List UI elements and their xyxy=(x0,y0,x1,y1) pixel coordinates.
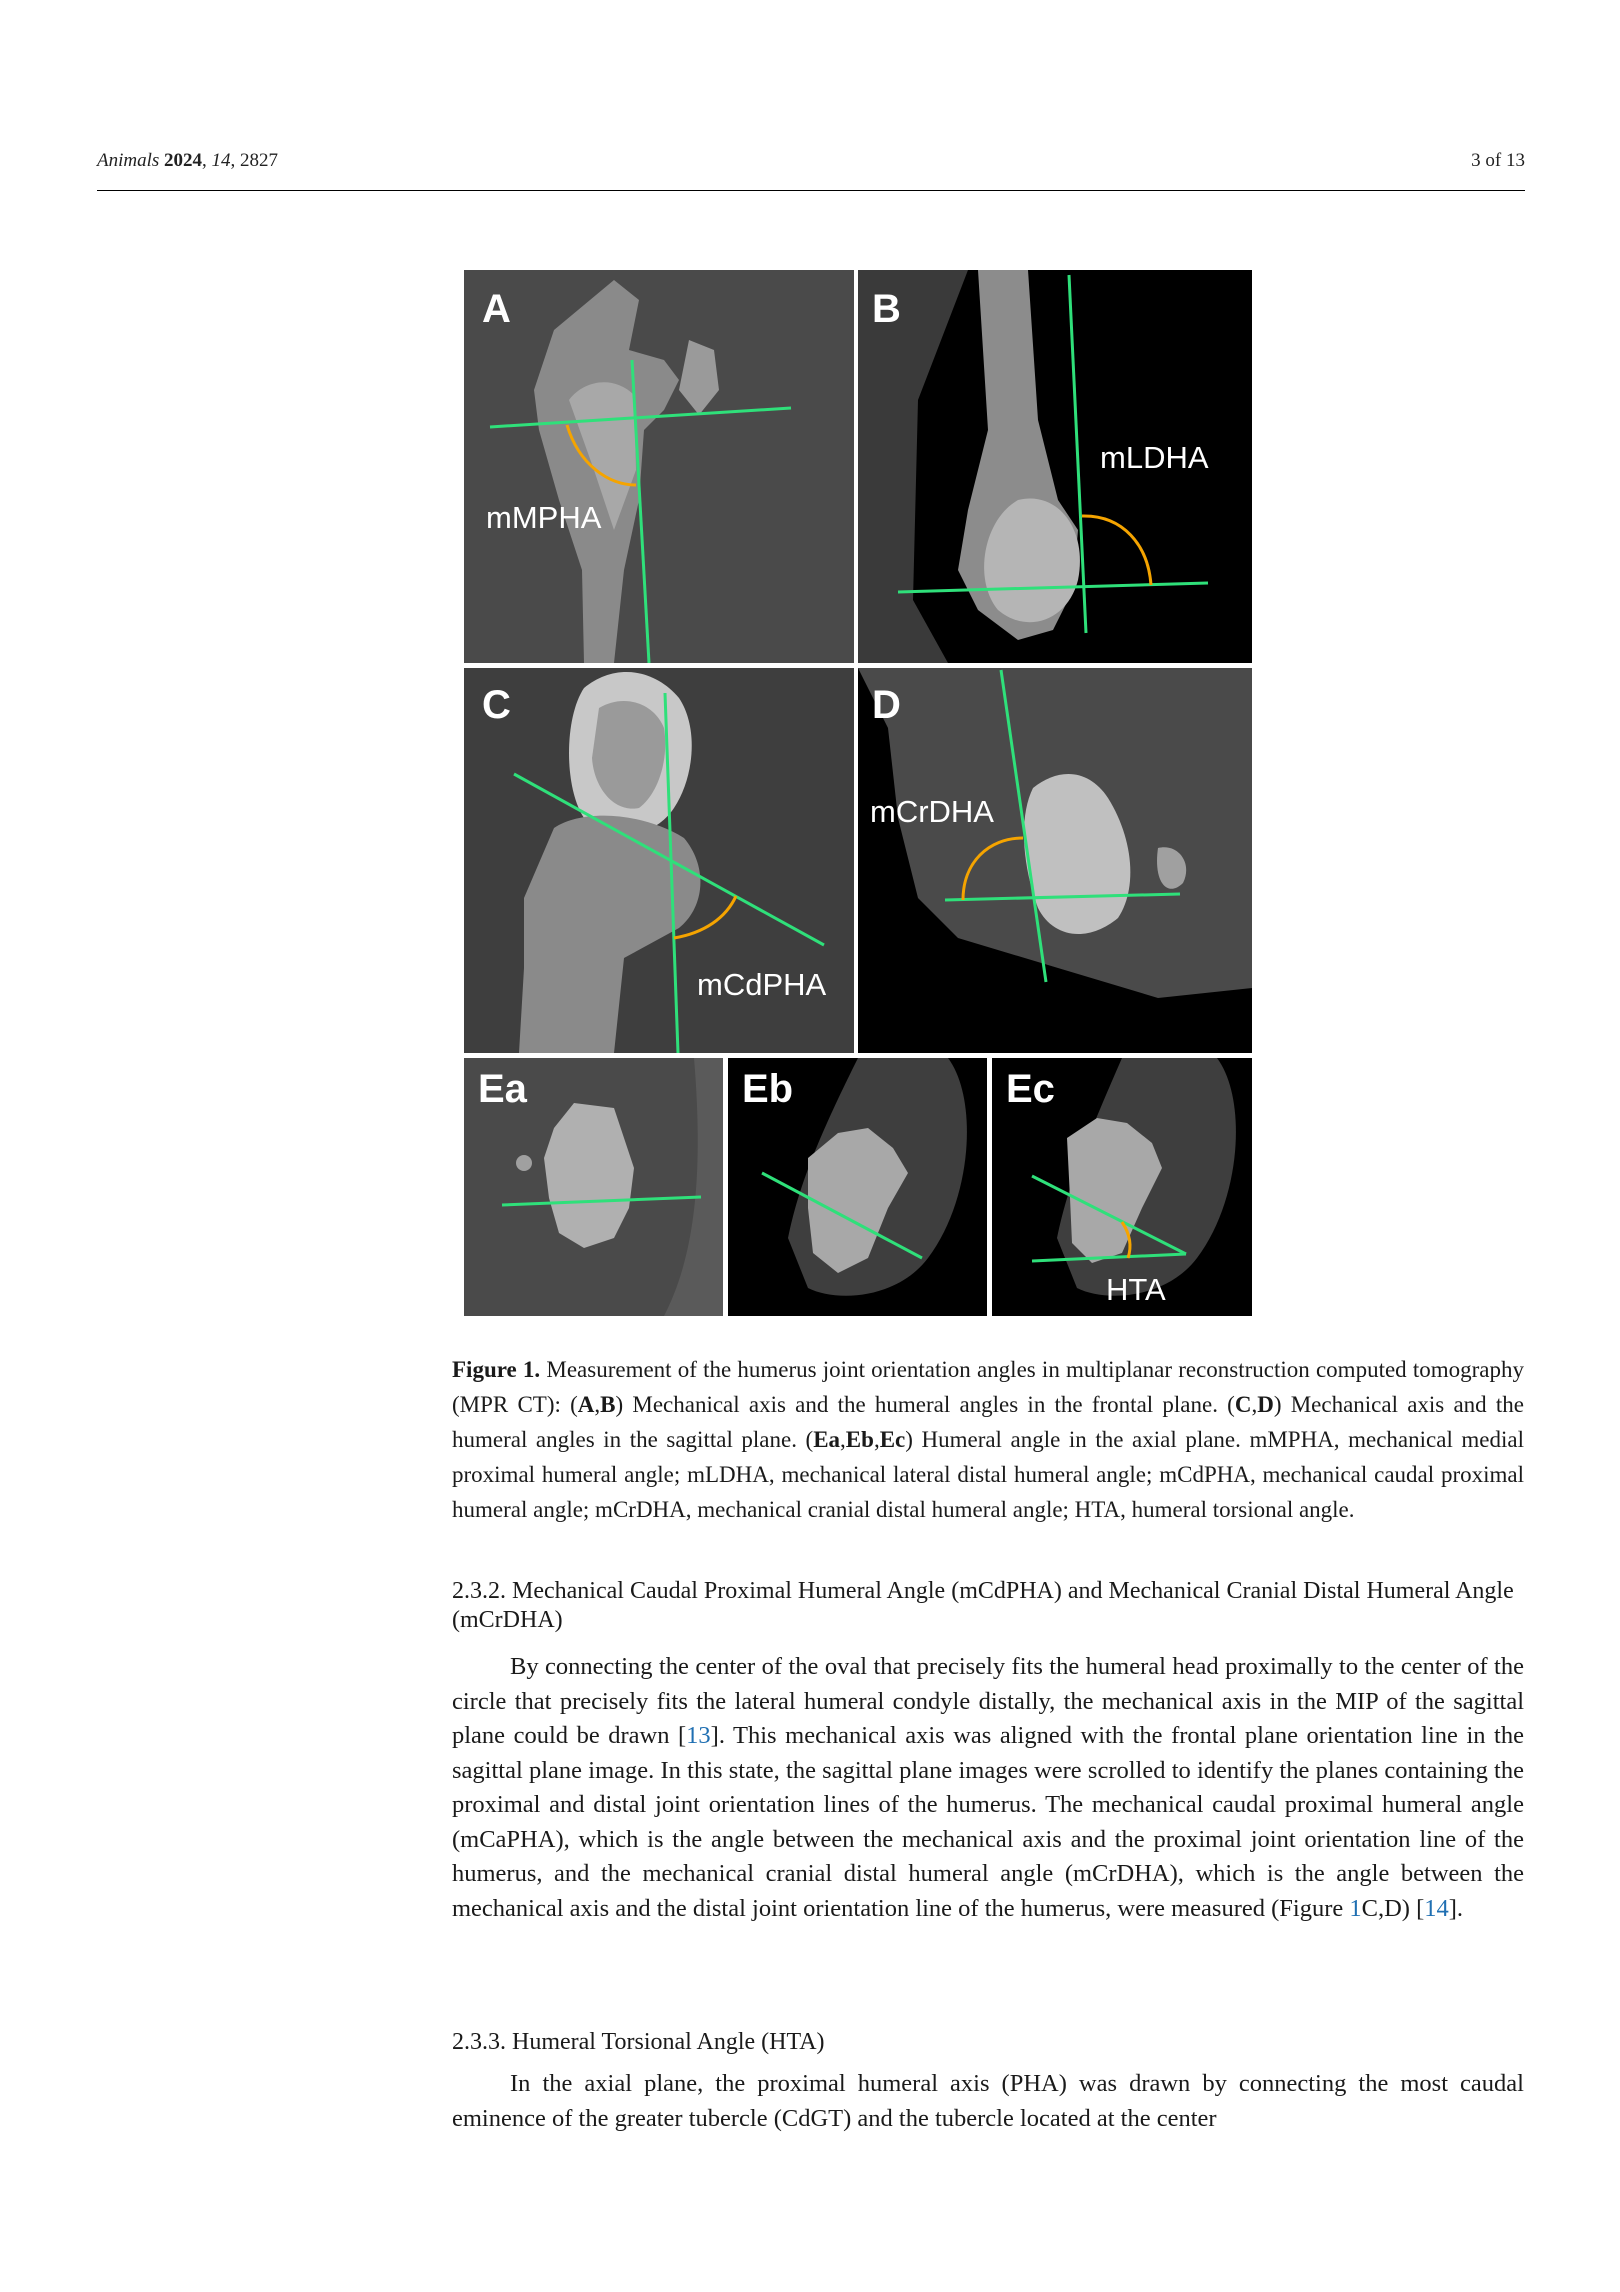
panel-d-label: D xyxy=(872,683,901,727)
panel-d xyxy=(858,668,1252,1053)
panel-d-image xyxy=(858,668,1252,1053)
panel-ec-label: Ec xyxy=(1006,1067,1055,1111)
panel-c xyxy=(464,668,854,1053)
panel-d-annotation: mCrDHA xyxy=(870,794,994,829)
citation-link[interactable]: 14 xyxy=(1424,1894,1449,1922)
page-number: 3 of 13 xyxy=(1471,150,1525,171)
panel-eb-label: Eb xyxy=(742,1067,794,1111)
panel-ec-image xyxy=(992,1058,1252,1316)
header-rule xyxy=(97,190,1525,191)
section-heading-2-3-3: 2.3.3. Humeral Torsional Angle (HTA) xyxy=(452,2029,825,2055)
panel-b-image xyxy=(858,270,1252,663)
section-paragraph-2-3-3: In the axial plane, the proximal humeral axis (PHA) was drawn by connecting the most caudal eminence of the greater tubercle (CdGT) and the tubercle located at the center xyxy=(452,2070,1524,2132)
panel-c-annotation: mCdPHA xyxy=(697,967,827,1002)
figure-link[interactable]: 1 xyxy=(1349,1894,1362,1922)
panel-b-label: B xyxy=(872,287,901,331)
panel-ea xyxy=(464,1058,723,1316)
panel-b xyxy=(858,270,1252,663)
journal-citation: Animals 2024, 14, 2827 xyxy=(97,150,279,171)
caption-label: Figure 1. xyxy=(452,1357,541,1382)
panel-a-annotation: mMPHA xyxy=(486,500,602,535)
panel-a-label: A xyxy=(482,287,511,331)
panel-ea-image xyxy=(464,1058,723,1316)
running-header xyxy=(97,150,1525,172)
panel-ea-label: Ea xyxy=(478,1067,527,1111)
panel-b-annotation: mLDHA xyxy=(1100,440,1209,475)
section-heading-2-3-2: 2.3.2. Mechanical Caudal Proximal Humeral Angle (mCdPHA) and Mechanical Cranial Distal Humeral Angle (mCrDHA) xyxy=(452,1578,1514,1633)
panel-c-label: C xyxy=(482,683,511,727)
panel-a-image xyxy=(464,270,854,663)
citation-link[interactable]: 13 xyxy=(686,1722,711,1749)
section-paragraph-2-3-2: By connecting the center of the oval that precisely fits the humeral head proximally to the center of the circle that precisely fits the lateral humeral condyle distally, the mechanical axis in the MIP of the sagittal plane could be drawn [13]. This mechanical axis was aligned with the frontal plane orientation line in the sagittal plane image. In this state, the sagittal plane images were scrolled to identify the planes containing the proximal and distal joint orientation lines of the humerus. The mechanical caudal proximal humeral angle (mCaPHA), which is the angle between the mechanical axis and the proximal joint orientation line of the humerus, and the mechanical cranial distal humeral angle (mCrDHA), which is the angle between the mechanical axis and the distal joint orientation line of the humerus, were measured (Figure 1C,D) [14]. xyxy=(452,1653,1524,1922)
panel-eb-image xyxy=(728,1058,987,1316)
panel-a xyxy=(464,270,854,663)
panel-eb xyxy=(728,1058,987,1316)
panel-c-image xyxy=(464,668,854,1053)
panel-ec xyxy=(992,1058,1252,1316)
panel-ec-annotation: HTA xyxy=(1106,1272,1166,1307)
figure-caption: Figure 1. Measurement of the humerus joint orientation angles in multiplanar reconstruction computed tomography (MPR CT): (A,B) Mechanical axis and the humeral angles in the frontal plane. (C,D) Mechanical axis and the humeral angles in the sagittal plane. (Ea,Eb,Ec) Humeral angle in the axial plane. mMPHA, mechanical medial proximal humeral angle; mLDHA, mechanical lateral distal humeral angle; mCdPHA, mechanical caudal proximal humeral angle; mCrDHA, mechanical cranial distal humeral angle; HTA, humeral torsional angle. xyxy=(452,1357,1525,1522)
